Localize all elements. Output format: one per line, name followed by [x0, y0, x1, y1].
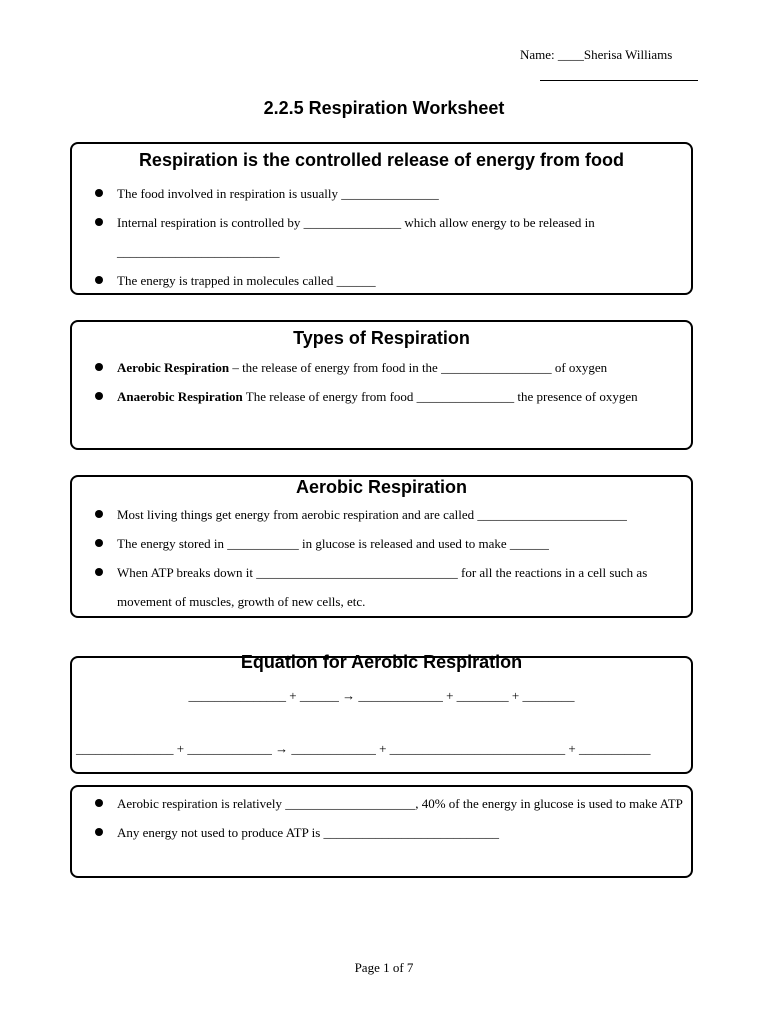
- formula-equation-line: _______________ + _____________ → _____________ + ___________________________ + ___________: [76, 741, 651, 756]
- box-title: Respiration is the controlled release of energy from food: [138, 150, 625, 170]
- definition-text: – the release of energy from food in the _________________ of oxygen: [229, 360, 608, 375]
- page-number: Page 1 of 7: [354, 960, 414, 975]
- definition-text: The release of energy from food _______________ the presence of oxygen: [242, 389, 638, 404]
- aerobic-respiration-box: [70, 475, 693, 618]
- list-item: [72, 353, 691, 382]
- term-label: Anaerobic Respiration: [117, 389, 243, 404]
- name-field: Name: ____Sherisa Williams: [520, 47, 673, 62]
- types-of-respiration-box: [70, 320, 693, 450]
- box-title: Equation for Aerobic Respiration: [240, 652, 523, 672]
- box-title: Types of Respiration: [293, 328, 470, 348]
- list-item: Internal respiration is controlled by _______________ which allow energy to be released in _________________________: [72, 208, 691, 266]
- equation-box: [70, 652, 693, 774]
- name-underline: [540, 80, 698, 81]
- word-equation-line: _______________ + ______ → _____________ + ________ + ________: [188, 688, 575, 703]
- efficiency-box: [70, 785, 693, 878]
- list-item: When ATP breaks down it _______________________________ for all the reactions in a cell such as movement of muscles, growth of new cells, etc.: [72, 558, 691, 616]
- worksheet-title: 2.2.5 Respiration Worksheet: [263, 98, 505, 118]
- list-item: The food involved in respiration is usually _______________: [72, 179, 691, 208]
- list-item: Most living things get energy from aerobic respiration and are called _______________________: [72, 500, 691, 529]
- list-item: [72, 382, 691, 411]
- list-item: Any energy not used to produce ATP is ___________________________: [72, 818, 691, 847]
- box-title: Aerobic Respiration: [295, 477, 468, 497]
- respiration-definition-box: [70, 142, 693, 295]
- term-label: Aerobic Respiration: [117, 360, 230, 375]
- list-item: The energy stored in ___________ in glucose is released and used to make ______: [72, 529, 691, 558]
- list-item: The energy is trapped in molecules called ______: [72, 266, 691, 295]
- list-item: Aerobic respiration is relatively ____________________, 40% of the energy in glucose is used to make ATP: [72, 789, 691, 818]
